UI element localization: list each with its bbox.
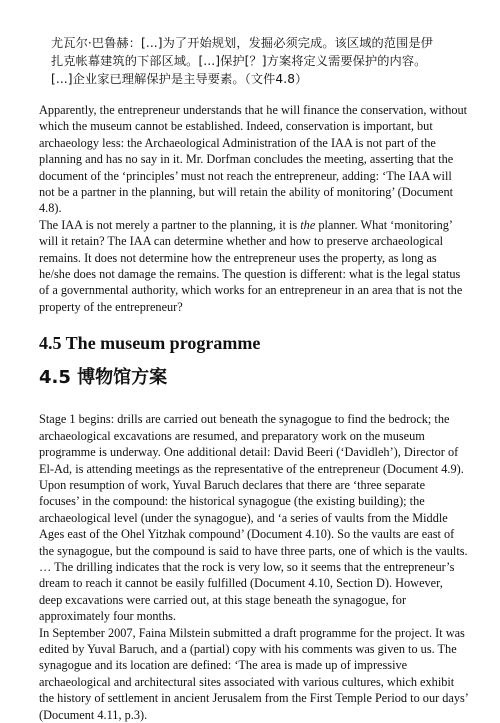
section-heading-chinese: 4.5 博物馆方案: [39, 367, 168, 389]
paragraph-draft-programme: In September 2007, Faina Milstein submitted a draft programme for the project. It was edited by Yuval Baruch, and a (partial) copy with his comments was given to us. The synagogue and its location are defined: ‘The area is made up of impressive archaeological and architectural sites associated with various cultures, which exhibit the history of settlement in ancient Jerusalem from the First Temple Period to our days’ (Document 4.11, p.3).: [39, 625, 468, 722]
paragraph-iaa-planner: [39, 217, 468, 315]
emphasis-the: the: [300, 217, 316, 232]
section-heading-english: 4.5 The museum programme: [39, 333, 261, 354]
paragraph-stage-1: Stage 1 begins: drills are carried out beneath the synagogue to find the bedrock; the archaeological excavations are resumed, and preparatory work on the museum programme is underway. One additional detail: David Beeri (‘Davidleh’), Director of El-Ad, is attending meetings as the representative of the entrepreneur (Document 4.9).: [39, 412, 464, 476]
paragraph-conservation: Apparently, the entrepreneur understands that he will finance the conservation, without which the museum cannot be established. Indeed, conservation is important, but archaeology less: the Archaeological Administration of the IAA is not part of the planning and has no say in it. Mr. Dorfman concludes the meeting, asserting that the document of the ‘principles’ must not reach the entrepreneur, adding: ‘The IAA will not be a partner in the planning, but will retain the ability of monitoring’ (Document 4.8).: [39, 103, 468, 216]
paragraph-text: planner. What ‘monitoring’ will it retain? The IAA can determine whether and how to preserve archaeological remains. It does not determine how the entrepreneur uses the property, as long as he/she does not damage the remains. The question is different: what is the legal status of a governmental authority, which works for an entrepreneur in an area that is not the property of the entrepreneur?: [39, 217, 463, 314]
paragraph-text: The IAA is not merely a partner to the planning, it is: [39, 217, 301, 232]
paragraph-resumption: Upon resumption of work, Yuval Baruch declares that there are ‘three separate focuses’ in the compound: the historical synagogue (the existing building); the archaeological level (under the synagogue), and ‘a series of vaults from the Middle Ages east of the Ohel Yitzhak compound’ (Document 4.10). So the vaults are east of the synagogue, but the compound is said to have three parts, one of which is the vaults. … The drilling indicates that the rock is very low, so it seems that the entrepreneur’s dream to reach it cannot be easily fulfilled (Document 4.10, Section D). However, deep excavations were carried out, at this stage beneath the synagogue, for approximately four months.: [39, 477, 468, 624]
chinese-quote-block: 尤瓦尔·巴鲁赫：[...]为了开始规划，发掘必须完成。该区域的范围是伊 扎克帐幕建筑的下部区域。[...]保护[？]方案将定义需要保护的内容。 [...]企业家已理解保护是主导要素。（文件4.8）: [51, 36, 433, 86]
